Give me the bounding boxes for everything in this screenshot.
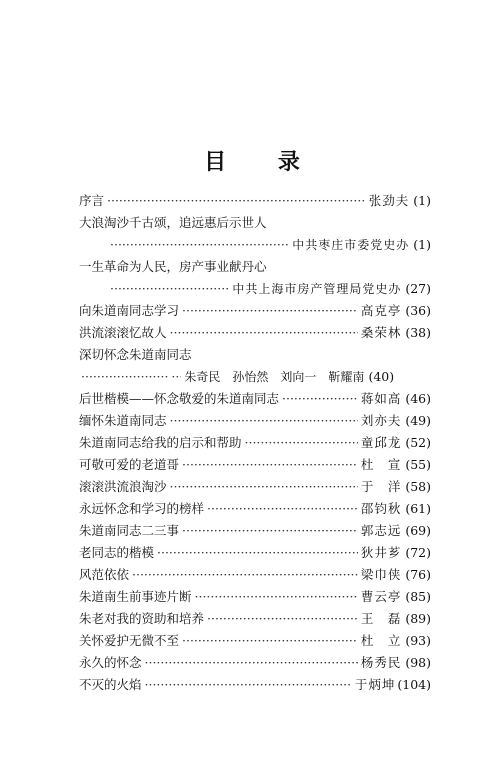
entry-page: (55): [405, 457, 431, 472]
entry-author: 于 洋: [360, 479, 402, 494]
dot-leader: [195, 586, 358, 608]
entry-page: (27): [405, 281, 431, 296]
entry-page: (36): [405, 303, 431, 318]
entry-title: 朱道南同志二三事: [79, 523, 180, 538]
toc-entry: [79, 344, 431, 388]
dot-leader: [81, 366, 168, 388]
entry-page: (89): [405, 611, 431, 626]
toc-entry: [79, 300, 431, 322]
entry-page: (38): [405, 325, 431, 340]
entry-page: (85): [405, 589, 431, 604]
entry-page: (69): [405, 523, 431, 538]
dot-leader: [110, 234, 289, 256]
dot-leader: [182, 300, 358, 322]
entry-author: 邵钧秋: [360, 501, 402, 516]
toc-entry: [79, 586, 431, 608]
entry-title: 朱老对我的资助和培养: [79, 611, 205, 626]
entry-author: 张劲夫: [368, 193, 410, 208]
entry-title: 关怀爱护无微不至: [79, 633, 180, 648]
toc-entry: [79, 212, 431, 256]
entry-author: 郭志远: [360, 523, 402, 538]
dot-leader: [282, 388, 358, 410]
entry-author: 狄井芗: [360, 545, 402, 560]
entry-page: (61): [405, 501, 431, 516]
entry-title: 洪流滚滚忆故人: [79, 325, 167, 340]
entry-page: (1): [413, 237, 431, 252]
entry-author: 杜 宣: [360, 457, 402, 472]
entry-title: 老同志的楷模: [79, 545, 155, 560]
dot-leader: [145, 674, 352, 696]
entry-author: 王 磊: [360, 611, 402, 626]
dot-leader: [110, 278, 229, 300]
entry-title: 后世楷模——怀念敬爱的朱道南同志: [79, 391, 280, 406]
entry-page: (76): [405, 567, 431, 582]
entry-title: 不灭的火焰: [79, 677, 142, 692]
entry-page: (72): [405, 545, 431, 560]
toc-entry: [79, 652, 431, 674]
toc-entry: [79, 498, 431, 520]
page-title: 目 录: [204, 150, 322, 175]
entry-page: (46): [405, 391, 431, 406]
entry-author: 杨秀民: [360, 655, 402, 670]
dot-leader: [207, 608, 358, 630]
toc-entry: [79, 674, 431, 696]
table-of-contents: [79, 190, 431, 696]
entry-author: 高克亭: [360, 303, 402, 318]
entry-title: 序言: [79, 193, 105, 208]
entry-page: (58): [405, 479, 431, 494]
entry-author: 刘亦夫: [360, 413, 402, 428]
toc-entry: [79, 608, 431, 630]
entry-title: 向朱道南同志学习: [79, 303, 180, 318]
dot-leader: [145, 652, 358, 674]
toc-entry: [79, 564, 431, 586]
dot-leader: [207, 498, 358, 520]
dot-leader: [132, 564, 358, 586]
entry-page: (98): [405, 655, 431, 670]
entry-page: (49): [405, 413, 431, 428]
toc-entry: [79, 432, 431, 454]
toc-entry: [79, 454, 431, 476]
entry-page: (93): [405, 633, 431, 648]
entry-author: 朱奇民 孙怡然 刘向一 靳耀南: [184, 370, 365, 384]
entry-author: 中共枣庄市委党史办: [292, 238, 410, 252]
entry-title: 永久的怀念: [79, 655, 142, 670]
toc-entry: [79, 520, 431, 542]
toc-entry: [79, 322, 431, 344]
entry-page: (40): [368, 369, 395, 384]
entry-author: 梁巾侠: [360, 567, 402, 582]
entry-title: 缅怀朱道南同志: [79, 413, 167, 428]
entry-title: 深切怀念朱道南同志: [79, 347, 192, 362]
entry-title: 朱道南同志给我的启示和帮助: [79, 435, 242, 450]
entry-author: 中共上海市房产管理局党史办: [232, 282, 402, 296]
dot-leader: [170, 410, 358, 432]
entry-title: 风范依依: [79, 567, 130, 582]
toc-entry: [79, 542, 431, 564]
entry-title: 滚滚洪流浪淘沙: [79, 479, 167, 494]
entry-author: 童邱龙: [360, 435, 402, 450]
toc-entry: [79, 256, 431, 300]
dot-leader: [182, 630, 358, 652]
toc-entry: [79, 476, 431, 498]
entry-title: 可敬可爱的老道哥: [79, 457, 180, 472]
toc-entry: [79, 388, 431, 410]
entry-author: 桑荣林: [360, 325, 402, 340]
toc-entry: [79, 410, 431, 432]
entry-page: (1): [413, 193, 431, 208]
entry-title: 大浪淘沙千古颂，追远惠后示世人: [79, 215, 267, 230]
entry-title: 一生革命为人民，房产事业献丹心: [79, 259, 267, 274]
entry-author: 杜 立: [360, 633, 402, 648]
toc-entry: [79, 630, 431, 652]
dot-leader: [157, 542, 358, 564]
entry-title: 朱道南生前事迹片断: [79, 589, 192, 604]
dot-leader: [182, 520, 358, 542]
entry-page: (52): [405, 435, 431, 450]
dot-leader: [182, 454, 358, 476]
entry-page: (104): [397, 677, 431, 692]
entry-author: 蒋如高: [360, 391, 402, 406]
dot-leader: [170, 476, 358, 498]
entry-author: 曹云亭: [360, 589, 402, 604]
dot-leader: [245, 432, 358, 454]
entry-author: 于炳坤: [354, 677, 396, 692]
toc-entry: [79, 190, 431, 212]
dot-leader: [170, 322, 358, 344]
entry-title: 永远怀念和学习的榜样: [79, 501, 205, 516]
dot-leader: [107, 190, 366, 212]
